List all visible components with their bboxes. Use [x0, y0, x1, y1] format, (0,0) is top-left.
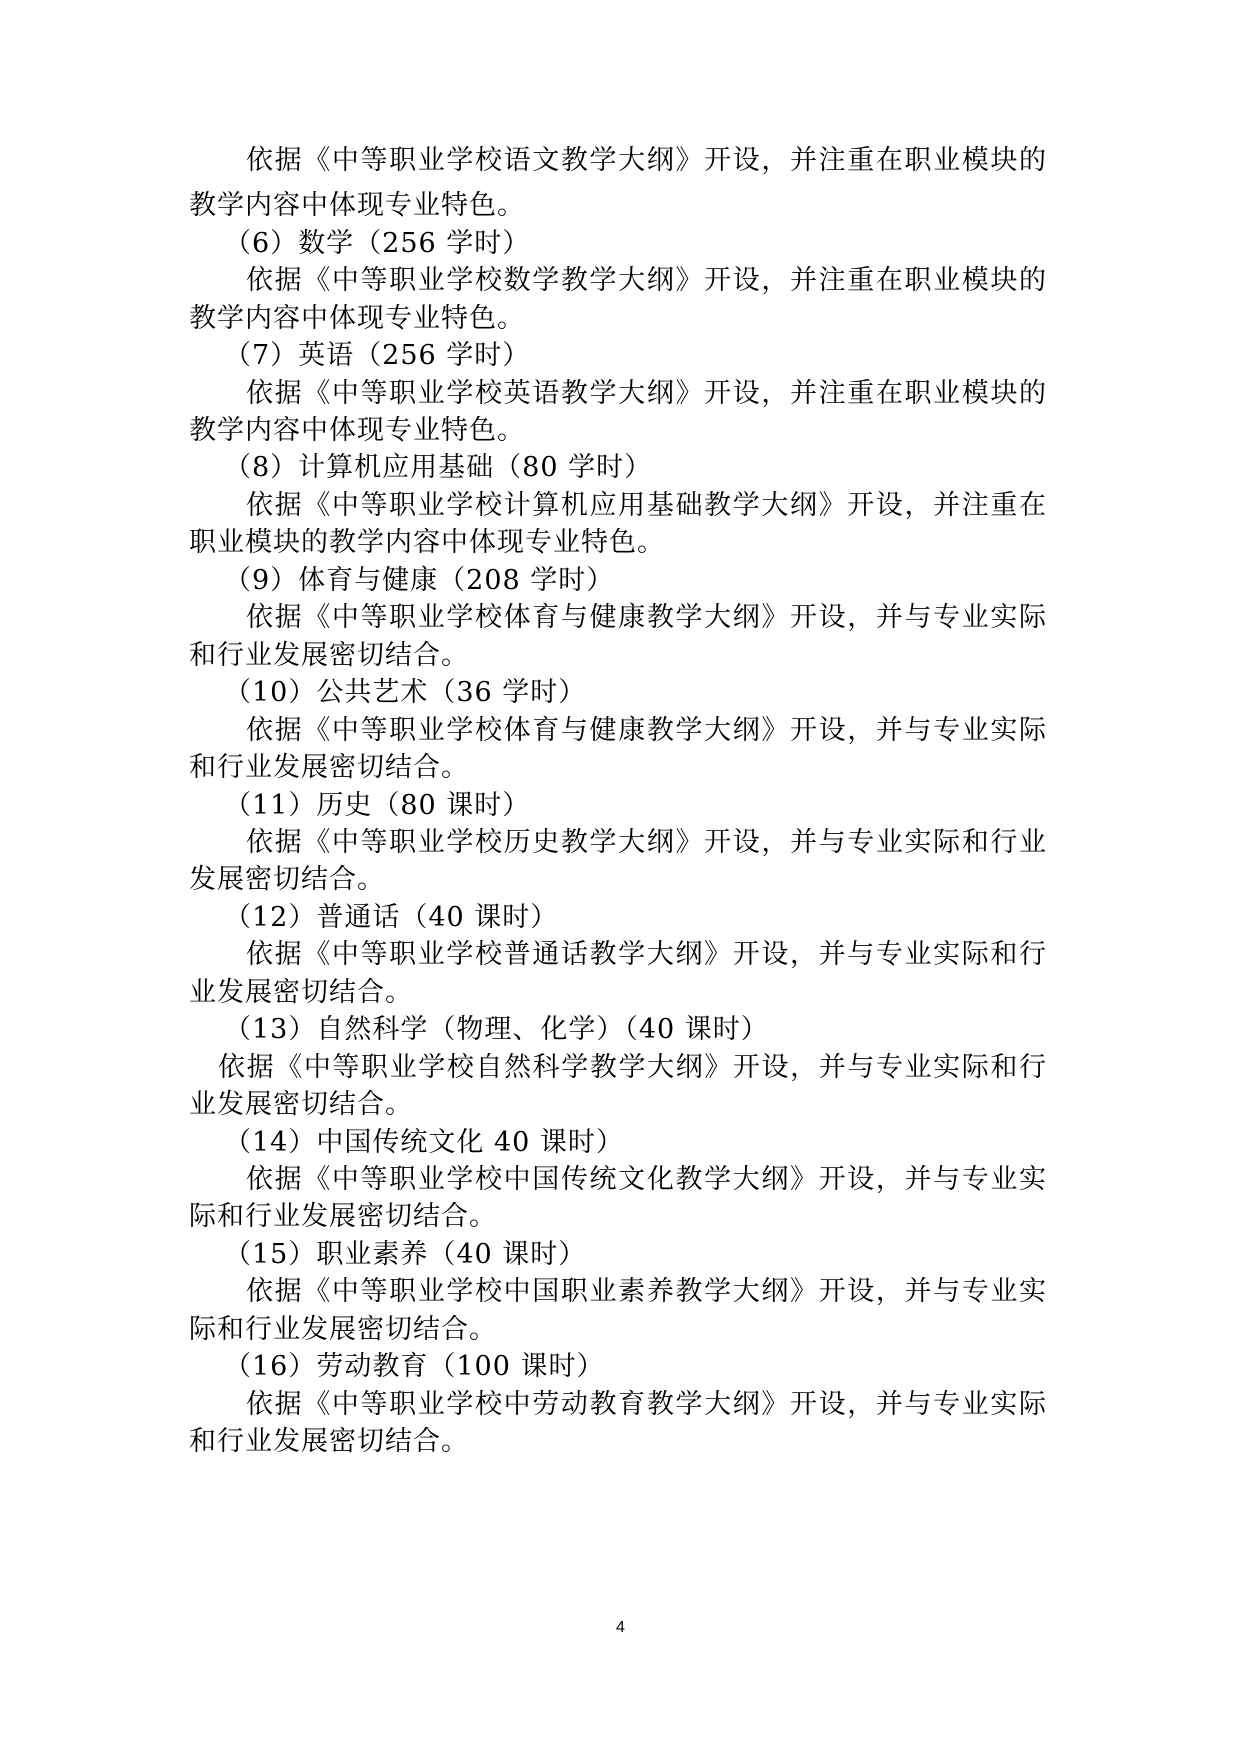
body-text-line: 教学内容中体现专业特色。: [189, 190, 525, 221]
section-heading-public-art: （10）公共艺术（36 学时）: [224, 677, 587, 708]
body-text-line: 业发展密切结合。: [189, 977, 413, 1008]
body-text-line: 际和行业发展密切结合。: [189, 1314, 497, 1345]
section-heading-professional-literacy: （15）职业素养（40 课时）: [224, 1239, 587, 1270]
body-text-line: 依据《中等职业学校中国传统文化教学大纲》开设，并与专业实: [246, 1164, 1046, 1195]
body-text-line: 依据《中等职业学校历史教学大纲》开设，并与专业实际和行业: [246, 827, 1046, 858]
body-text-line: 依据《中等职业学校中国职业素养教学大纲》开设，并与专业实: [246, 1276, 1046, 1307]
page-number: 4: [616, 1619, 625, 1636]
body-text-line: 和行业发展密切结合。: [189, 1426, 469, 1457]
section-heading-physical-education: （9）体育与健康（208 学时）: [224, 565, 615, 596]
body-text-line: 依据《中等职业学校普通话教学大纲》开设，并与专业实际和行: [246, 939, 1046, 970]
section-heading-history: （11）历史（80 课时）: [224, 790, 531, 821]
section-heading-labor-education: （16）劳动教育（100 课时）: [224, 1351, 605, 1382]
section-heading-natural-science: （13）自然科学（物理、化学）（40 课时）: [224, 1014, 769, 1045]
body-text-line: 发展密切结合。: [189, 864, 385, 895]
body-text-line: 依据《中等职业学校数学教学大纲》开设，并注重在职业模块的: [246, 265, 1046, 296]
section-heading-mathematics: （6）数学（256 学时）: [224, 228, 531, 259]
body-text-line: 职业模块的教学内容中体现专业特色。: [189, 527, 665, 558]
body-text-line: 依据《中等职业学校语文教学大纲》开设，并注重在职业模块的: [246, 145, 1046, 176]
body-text-line: 教学内容中体现专业特色。: [189, 303, 525, 334]
body-text-line: 教学内容中体现专业特色。: [189, 415, 525, 446]
body-text-line: 际和行业发展密切结合。: [189, 1201, 497, 1232]
body-text-line: 依据《中等职业学校体育与健康教学大纲》开设，并与专业实际: [246, 602, 1046, 633]
body-text-line: 依据《中等职业学校体育与健康教学大纲》开设，并与专业实际: [246, 715, 1046, 746]
section-heading-english: （7）英语（256 学时）: [224, 340, 531, 371]
body-text-line: 依据《中等职业学校英语教学大纲》开设，并注重在职业模块的: [246, 378, 1046, 409]
body-text-line: 和行业发展密切结合。: [189, 640, 469, 671]
body-text-line: 依据《中等职业学校中劳动教育教学大纲》开设，并与专业实际: [246, 1389, 1046, 1420]
section-heading-traditional-culture: （14）中国传统文化 40 课时）: [224, 1127, 624, 1158]
body-text-line: 依据《中等职业学校自然科学教学大纲》开设，并与专业实际和行: [218, 1052, 1046, 1083]
section-heading-computer-basics: （8）计算机应用基础（80 学时）: [224, 452, 653, 483]
body-text-line: 依据《中等职业学校计算机应用基础教学大纲》开设，并注重在: [246, 490, 1046, 521]
body-text-line: 业发展密切结合。: [189, 1089, 413, 1120]
section-heading-mandarin: （12）普通话（40 课时）: [224, 902, 559, 933]
body-text-line: 和行业发展密切结合。: [189, 752, 469, 783]
